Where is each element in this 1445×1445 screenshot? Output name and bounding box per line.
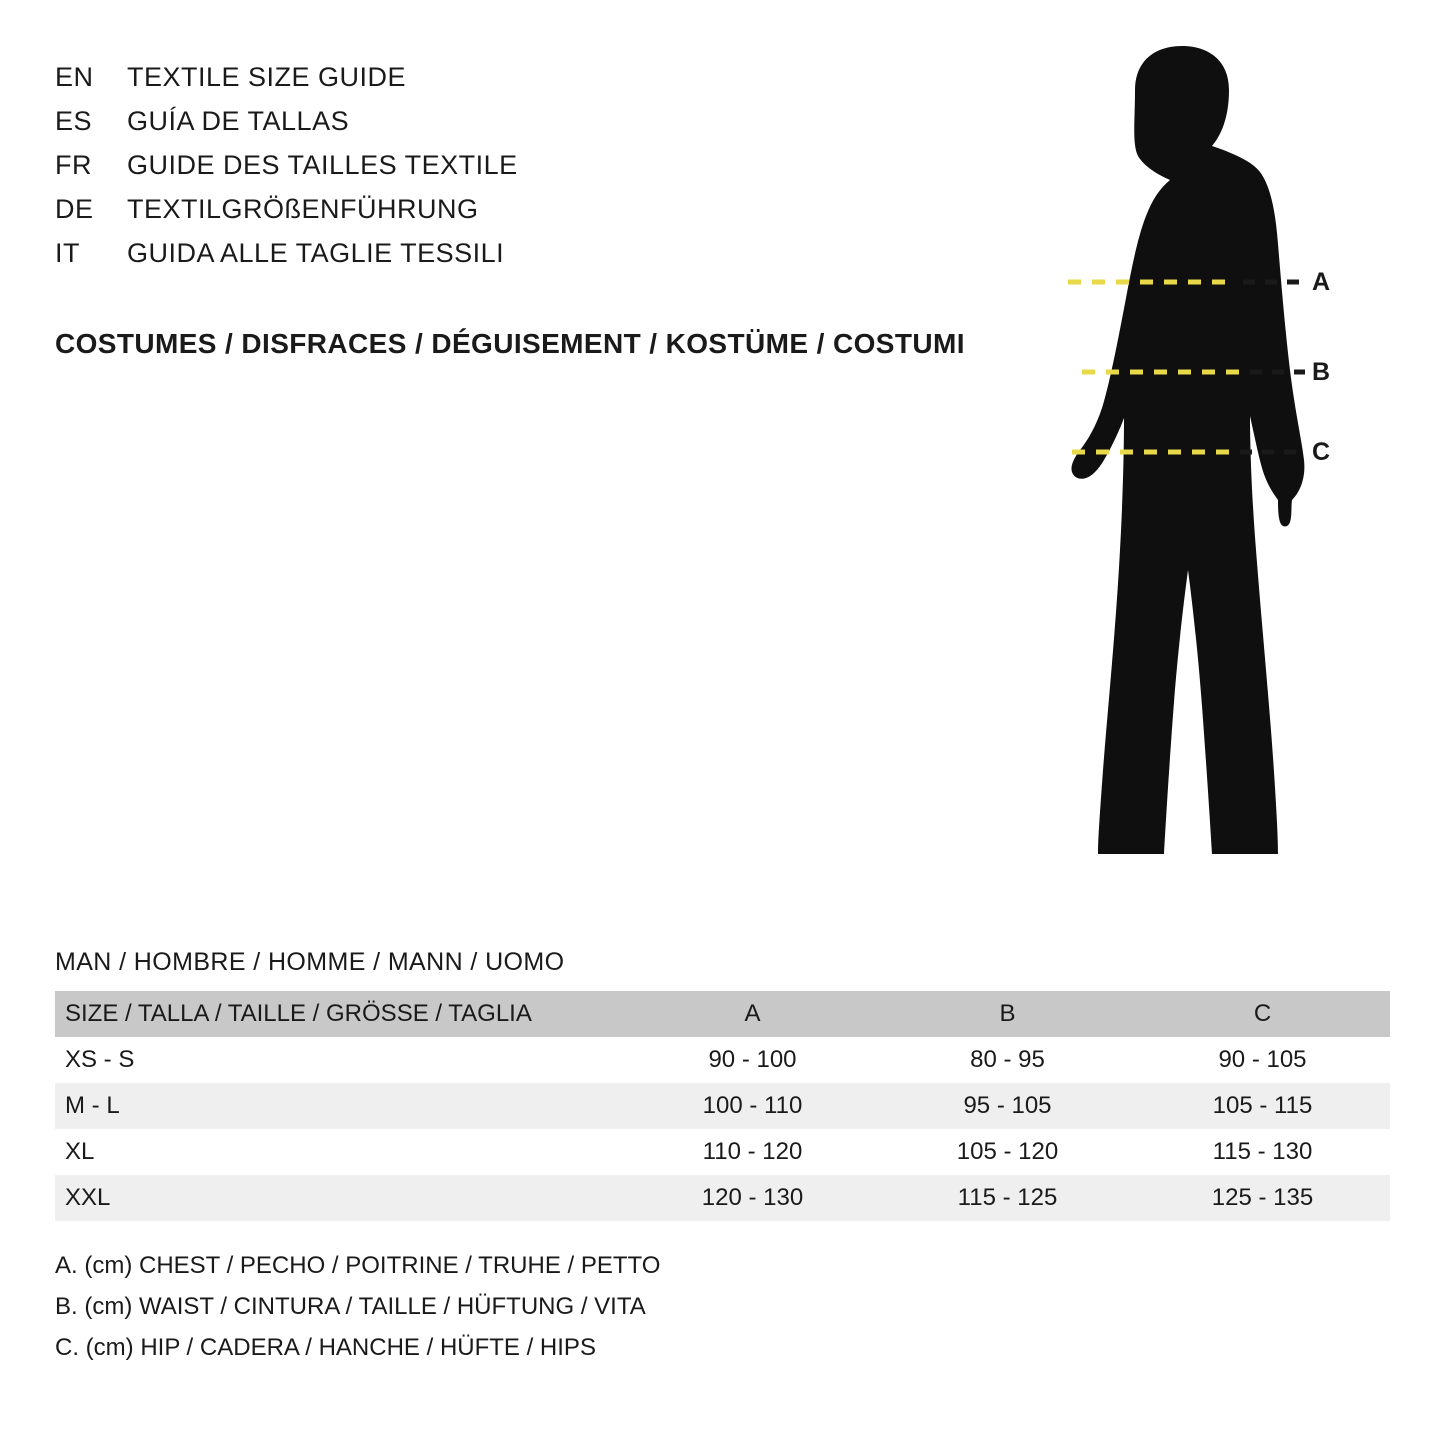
category-title: COSTUMES / DISFRACES / DÉGUISEMENT / KOSTÜME / COSTUMI xyxy=(55,328,965,359)
figure-illustration xyxy=(960,30,1380,910)
language-row xyxy=(55,62,975,106)
column-header-c: C xyxy=(1253,1000,1272,1027)
language-text: GUÍA DE TALLAS xyxy=(127,106,350,136)
cell-size: XXL xyxy=(65,1184,111,1211)
table-header-row xyxy=(55,991,1390,1037)
language-code: DE xyxy=(55,194,94,224)
language-text: TEXTILGRÖßENFÜHRUNG xyxy=(127,194,479,224)
silhouette-svg xyxy=(960,30,1380,910)
cell-c: 115 - 130 xyxy=(1212,1138,1313,1165)
cell-b: 95 - 105 xyxy=(963,1092,1052,1119)
table-row xyxy=(55,1037,1390,1083)
legend-line-a: A. (cm) CHEST / PECHO / POITRINE / TRUHE / PETTO xyxy=(55,1252,661,1279)
cell-c: 105 - 115 xyxy=(1212,1092,1313,1119)
table-row xyxy=(55,1129,1390,1175)
cell-b: 80 - 95 xyxy=(970,1046,1045,1073)
column-header-size: SIZE / TALLA / TAILLE / GRÖSSE / TAGLIA xyxy=(65,1000,532,1027)
marker-label-a: A xyxy=(1312,268,1331,296)
cell-b: 105 - 120 xyxy=(956,1138,1059,1165)
marker-label-c: C xyxy=(1312,438,1331,466)
language-row xyxy=(55,238,975,282)
cell-size: M - L xyxy=(65,1092,120,1119)
legend-line-b: B. (cm) WAIST / CINTURA / TAILLE / HÜFTUNG / VITA xyxy=(55,1293,646,1320)
column-header-b: B xyxy=(999,1000,1016,1027)
marker-label-b: B xyxy=(1312,358,1331,386)
size-table xyxy=(55,991,1390,1221)
cell-size: XS - S xyxy=(65,1046,135,1073)
cell-a: 100 - 110 xyxy=(702,1092,803,1119)
cell-a: 90 - 100 xyxy=(708,1046,797,1073)
language-row xyxy=(55,194,975,238)
legend-line-c: C. (cm) HIP / CADERA / HANCHE / HÜFTE / HIPS xyxy=(55,1334,596,1361)
cell-c: 90 - 105 xyxy=(1218,1046,1307,1073)
language-code: EN xyxy=(55,62,94,92)
language-list xyxy=(55,62,975,282)
table-group-title: MAN / HOMBRE / HOMME / MANN / UOMO xyxy=(55,948,565,976)
language-code: IT xyxy=(55,238,80,268)
language-text: GUIDE DES TAILLES TEXTILE xyxy=(127,150,518,180)
language-row xyxy=(55,150,975,194)
language-text: TEXTILE SIZE GUIDE xyxy=(127,62,407,92)
size-table-section xyxy=(55,948,1390,1221)
language-code: FR xyxy=(55,150,92,180)
language-text: GUIDA ALLE TAGLIE TESSILI xyxy=(127,238,505,268)
language-code: ES xyxy=(55,106,93,136)
language-row xyxy=(55,106,975,150)
measurement-legend xyxy=(55,1245,660,1368)
cell-c: 125 - 135 xyxy=(1211,1184,1314,1211)
table-row xyxy=(55,1083,1390,1129)
cell-b: 115 - 125 xyxy=(957,1184,1058,1211)
table-row xyxy=(55,1175,1390,1221)
column-header-a: A xyxy=(744,1000,761,1027)
cell-a: 120 - 130 xyxy=(701,1184,804,1211)
cell-size: XL xyxy=(65,1138,95,1165)
cell-a: 110 - 120 xyxy=(702,1138,803,1165)
